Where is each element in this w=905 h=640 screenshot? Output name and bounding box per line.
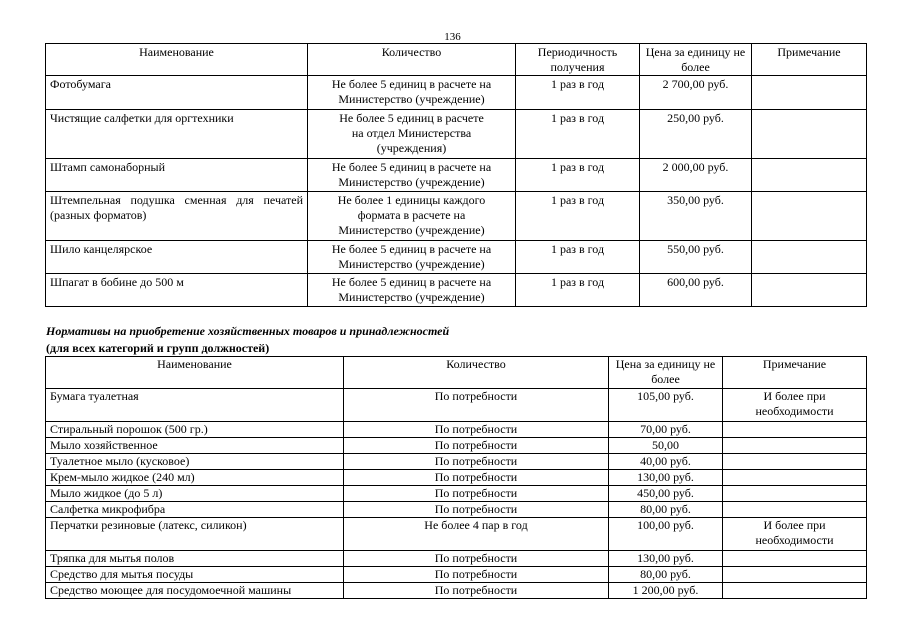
table-row [46, 567, 867, 583]
item-name: Тряпка для мытья полов [46, 551, 344, 567]
table-row [46, 486, 867, 502]
item-note [752, 241, 867, 274]
item-price: 70,00 руб. [609, 422, 723, 438]
column-header-name: Наименование [46, 44, 308, 76]
item-periodicity: 1 раз в год [516, 241, 640, 274]
item-name: Мыло жидкое (до 5 л) [46, 486, 344, 502]
item-quantity: По потребности [344, 502, 609, 518]
item-price: 40,00 руб. [609, 454, 723, 470]
item-quantity: По потребности [344, 486, 609, 502]
item-quantity: По потребности [344, 438, 609, 454]
item-quantity: По потребности [344, 389, 609, 422]
section-title: Нормативы на приобретение хозяйственных товаров и принадлежностей [46, 324, 450, 338]
item-note: И более при необходимости [723, 518, 867, 551]
item-price: 450,00 руб. [609, 486, 723, 502]
item-note [752, 76, 867, 110]
item-name: Средство моющее для посудомоечной машины [46, 583, 344, 599]
item-price: 2 000,00 руб. [640, 159, 752, 192]
item-note [723, 470, 867, 486]
item-quantity: Не более 4 пар в год [344, 518, 609, 551]
table-row [46, 241, 867, 274]
item-name: Мыло хозяйственное [46, 438, 344, 454]
item-note: И более при необходимости [723, 389, 867, 422]
stationery-norms-table [45, 43, 867, 307]
table-row [46, 422, 867, 438]
item-quantity: По потребности [344, 551, 609, 567]
table-row [46, 518, 867, 551]
column-header-price: Цена за единицу не более [640, 44, 752, 76]
item-quantity: По потребности [344, 454, 609, 470]
item-note [723, 454, 867, 470]
table-header-row [46, 44, 867, 76]
table-row [46, 551, 867, 567]
item-quantity: Не более 5 единиц в расчете на Министерство (учреждение) [308, 241, 516, 274]
table-row [46, 274, 867, 307]
item-price: 100,00 руб. [609, 518, 723, 551]
table-row [46, 583, 867, 599]
item-name: Салфетка микрофибра [46, 502, 344, 518]
household-goods-norms-table [45, 356, 867, 599]
table-row [46, 159, 867, 192]
table-row [46, 454, 867, 470]
item-periodicity: 1 раз в год [516, 192, 640, 241]
item-name: Штемпельная подушка сменная для печатей (разных форматов) [46, 192, 308, 241]
item-quantity: По потребности [344, 583, 609, 599]
table-row [46, 389, 867, 422]
item-quantity: Не более 5 единиц в расчете на Министерство (учреждение) [308, 76, 516, 110]
column-header-note: Примечание [752, 44, 867, 76]
item-price: 130,00 руб. [609, 551, 723, 567]
item-price: 550,00 руб. [640, 241, 752, 274]
item-name: Бумага туалетная [46, 389, 344, 422]
item-price: 600,00 руб. [640, 274, 752, 307]
item-name: Стиральный порошок (500 гр.) [46, 422, 344, 438]
item-quantity: По потребности [344, 567, 609, 583]
column-header-name: Наименование [46, 357, 344, 389]
item-name: Крем-мыло жидкое (240 мл) [46, 470, 344, 486]
item-name: Чистящие салфетки для оргтехники [46, 110, 308, 159]
item-periodicity: 1 раз в год [516, 274, 640, 307]
item-price: 50,00 [609, 438, 723, 454]
item-name: Штамп самонаборный [46, 159, 308, 192]
item-note [723, 486, 867, 502]
table-header-row [46, 357, 867, 389]
item-note [723, 583, 867, 599]
table-row [46, 192, 867, 241]
item-note [752, 159, 867, 192]
item-quantity: Не более 1 единицы каждого формата в расчете на Министерство (учреждение) [308, 192, 516, 241]
item-name: Туалетное мыло (кусковое) [46, 454, 344, 470]
item-quantity: По потребности [344, 422, 609, 438]
column-header-quantity: Количество [344, 357, 609, 389]
item-price: 250,00 руб. [640, 110, 752, 159]
item-note [752, 192, 867, 241]
item-price: 1 200,00 руб. [609, 583, 723, 599]
table-row [46, 470, 867, 486]
column-header-note: Примечание [723, 357, 867, 389]
item-note [752, 274, 867, 307]
item-note [723, 438, 867, 454]
table-row [46, 502, 867, 518]
table-row [46, 76, 867, 110]
column-header-periodicity: Периодичность получения [516, 44, 640, 76]
item-name: Перчатки резиновые (латекс, силикон) [46, 518, 344, 551]
table-row [46, 110, 867, 159]
item-note [723, 502, 867, 518]
column-header-quantity: Количество [308, 44, 516, 76]
page-number: 136 [444, 31, 461, 43]
column-header-price: Цена за единицу не более [609, 357, 723, 389]
item-price: 350,00 руб. [640, 192, 752, 241]
item-quantity: По потребности [344, 470, 609, 486]
item-quantity: Не более 5 единиц в расчете на Министерство (учреждение) [308, 159, 516, 192]
item-price: 130,00 руб. [609, 470, 723, 486]
section-subtitle: (для всех категорий и групп должностей) [46, 341, 270, 355]
item-price: 105,00 руб. [609, 389, 723, 422]
item-name: Фотобумага [46, 76, 308, 110]
item-quantity: Не более 5 единиц в расчете на Министерство (учреждение) [308, 274, 516, 307]
item-name: Шпагат в бобине до 500 м [46, 274, 308, 307]
item-price: 80,00 руб. [609, 567, 723, 583]
item-periodicity: 1 раз в год [516, 76, 640, 110]
item-note [723, 551, 867, 567]
item-periodicity: 1 раз в год [516, 159, 640, 192]
item-name: Средство для мытья посуды [46, 567, 344, 583]
item-note [752, 110, 867, 159]
item-price: 2 700,00 руб. [640, 76, 752, 110]
item-note [723, 422, 867, 438]
item-price: 80,00 руб. [609, 502, 723, 518]
item-quantity: Не более 5 единиц в расчете на отдел Министерства (учреждения) [308, 110, 516, 159]
item-name: Шило канцелярское [46, 241, 308, 274]
table-row [46, 438, 867, 454]
item-periodicity: 1 раз в год [516, 110, 640, 159]
item-note [723, 567, 867, 583]
